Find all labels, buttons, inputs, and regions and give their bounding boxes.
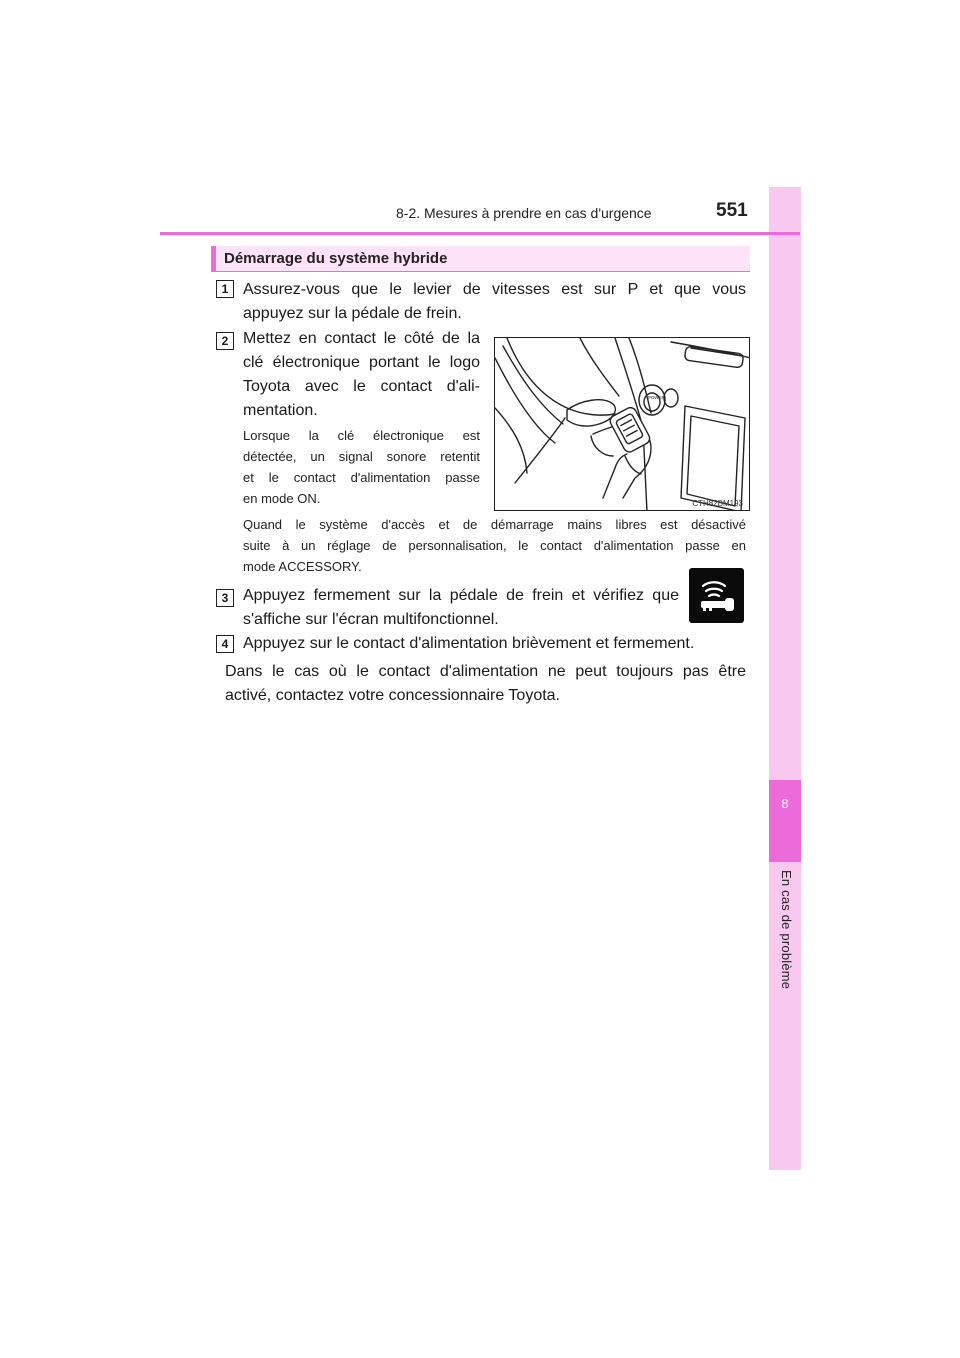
step-number-2: 2 (216, 332, 234, 350)
step-2-note2-line-3: mode ACCESSORY. (243, 559, 362, 574)
step-1-line-1: Assurez-vous que le levier de vitesses est sur P et que vous (243, 281, 746, 298)
chapter-label: En cas de problème (779, 870, 794, 990)
key-to-power-switch-illustration (494, 337, 750, 511)
step-2-line-1: Mettez en contact le côté de la (243, 330, 480, 347)
page-number: 551 (716, 200, 748, 221)
footer-paragraph-line-2: activé, contactez votre concessionnaire Toyota. (225, 687, 560, 704)
step-2-note-line-4: en mode ON. (243, 491, 321, 506)
key-indicator-icon (689, 568, 744, 623)
figure-power-label: POWER (648, 395, 666, 400)
step-2-note2-line-2: suite à un réglage de personnalisation, le contact d'alimentation passe en (243, 538, 746, 553)
step-2-note-line-1: Lorsque la clé électronique est (243, 428, 480, 443)
header-section-title: 8-2. Mesures à prendre en cas d'urgence (396, 205, 652, 221)
step-number-1: 1 (216, 280, 234, 298)
step-1-line-2: appuyez sur la pédale de frein. (243, 305, 462, 322)
header-rule (160, 232, 800, 235)
chapter-number-tab (769, 780, 801, 862)
step-2-note2-line-1: Quand le système d'accès et de démarrage mains libres est désactivé (243, 517, 746, 532)
step-number-4: 4 (216, 635, 234, 653)
step-3-line-1: Appuyez fermement sur la pédale de frein et vérifiez que (243, 587, 679, 604)
footer-paragraph-line-1: Dans le cas où le contact d'alimentation ne peut toujours pas être (225, 663, 746, 680)
figure-caption: CTH82BM193 (692, 499, 743, 508)
chapter-side-tab (769, 187, 801, 1170)
chapter-number: 8 (781, 796, 789, 811)
step-3-line-2: s'affiche sur l'écran multifonctionnel. (243, 611, 499, 628)
step-2-note-line-3: et le contact d'alimentation passe (243, 470, 480, 485)
step-2-note-line-2: détectée, un signal sonore retentit (243, 449, 480, 464)
step-2-line-4: mentation. (243, 402, 318, 419)
step-4-line-1: Appuyez sur le contact d'alimentation brièvement et fermement. (243, 635, 695, 652)
illustration-drawing (495, 338, 750, 511)
step-2-line-2: clé électronique portant le logo (243, 354, 480, 371)
section-title: Démarrage du système hybride (224, 250, 448, 267)
step-2-line-3: Toyota avec le contact d'ali- (243, 378, 480, 395)
step-number-3: 3 (216, 589, 234, 607)
